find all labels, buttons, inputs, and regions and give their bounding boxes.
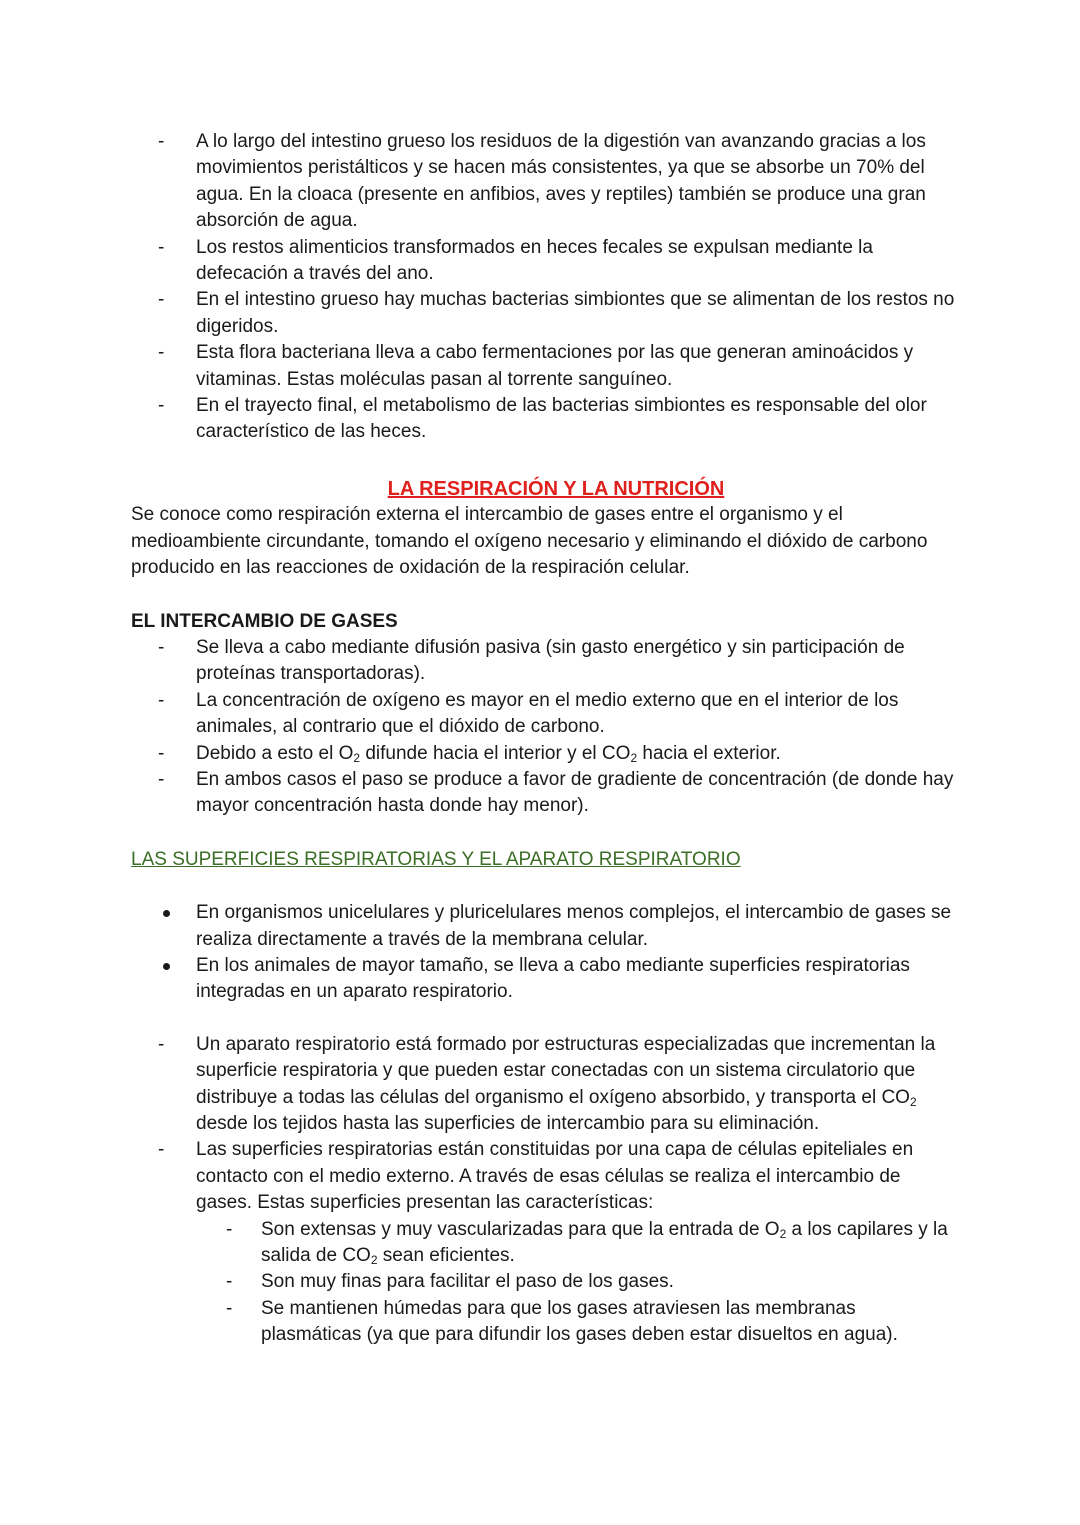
list-item: - Esta flora bacteriana lleva a cabo fermentaciones por las que generan aminoácidos y vitaminas. Estas moléculas pasan al torrente sanguíneo. xyxy=(131,340,961,393)
text-fragment: desde los tejidos hasta las superficies de intercambio para su eliminación. xyxy=(196,1113,820,1134)
list-item: - En ambos casos el paso se produce a favor de gradiente de concentración (de donde hay mayor concentración hasta donde hay menor). xyxy=(131,767,961,820)
list-item: - La concentración de oxígeno es mayor en el medio externo que en el interior de los animales, al contrario que el dióxido de carbono. xyxy=(131,688,961,741)
text-fragment: difunde hacia el interior y el CO xyxy=(360,742,631,764)
document-content xyxy=(131,129,961,1349)
list-item xyxy=(131,1032,961,1138)
list-item: - En el intestino grueso hay muchas bacterias simbiontes que se alimentan de los restos no digeridos. xyxy=(131,287,961,340)
spacer xyxy=(131,1006,961,1032)
text-fragment: Debido a esto el O xyxy=(196,742,354,764)
text-fragment: sean eficientes. xyxy=(377,1245,515,1267)
list-item: En organismos unicelulares y pluricelulares menos complejos, el intercambio de gases se realiza directamente a través de la membrana celular. xyxy=(131,900,961,953)
list-item: - A lo largo del intestino grueso los residuos de la digestión van avanzando gracias a los movimientos peristálticos y se hacen más consistentes, ya que se absorbe un 70% del agua. En la cloaca (presente en anfibios, aves y reptiles) también se produce una gran absorción de agua. xyxy=(131,129,961,235)
subscript: 2 xyxy=(909,1094,917,1109)
surfaces-dot-list xyxy=(131,900,961,1006)
list-item: - En el trayecto final, el metabolismo de las bacterias simbiontes es responsable del olor característico de las heces. xyxy=(131,393,961,446)
list-item xyxy=(196,1217,961,1270)
text-fragment: Un aparato respiratorio está formado por estructuras especializadas que incrementan la superficie respiratoria y que pueden estar conectadas con un sistema circulatorio que distribuye a todas las células del organismo el oxígeno absorbido, y transporta el CO xyxy=(196,1033,936,1108)
text-fragment: a los capilares y la salida de CO xyxy=(261,1218,948,1267)
surfaces-dash-list xyxy=(131,1032,961,1349)
respiratory-surfaces-heading: LAS SUPERFICIES RESPIRATORIAS Y EL APARATO RESPIRATORIO xyxy=(131,848,741,870)
gas-exchange-heading: EL INTERCAMBIO DE GASES xyxy=(131,610,398,632)
list-item: - Se mantienen húmedas para que los gases atraviesen las membranas plasmáticas (ya que para difundir los gases deben estar disueltos en agua). xyxy=(196,1296,961,1349)
list-item: - Los restos alimenticios transformados en heces fecales se expulsan mediante la defecación a través del ano. xyxy=(131,235,961,288)
intro-paragraph: Se conoce como respiración externa el intercambio de gases entre el organismo y el medioambiente circundante, tomando el oxígeno necesario y eliminando el dióxido de carbono producido en las reacciones de oxidación de la respiración celular. xyxy=(131,504,928,579)
list-item: - Son muy finas para facilitar el paso de los gases. xyxy=(196,1269,961,1295)
subscript: 2 xyxy=(630,750,638,765)
subscript: 2 xyxy=(353,750,361,765)
intro-bullet-list xyxy=(131,129,961,446)
subscript: 2 xyxy=(779,1226,787,1241)
subscript: 2 xyxy=(370,1253,378,1268)
list-item xyxy=(131,741,961,767)
text-fragment: hacia el exterior. xyxy=(637,742,781,764)
list-item: - Se lleva a cabo mediante difusión pasiva (sin gasto energético y sin participación de proteínas transportadoras). xyxy=(131,635,961,688)
characteristics-list xyxy=(196,1217,961,1349)
text-fragment: Las superficies respiratorias están constituidas por una capa de células epiteliales en contacto con el medio externo. A través de esas células se realiza el intercambio de gases. Estas superficies presentan las características: xyxy=(196,1139,914,1214)
list-item: En los animales de mayor tamaño, se lleva a cabo mediante superficies respiratorias integradas en un aparato respiratorio. xyxy=(131,953,961,1006)
list-item xyxy=(131,1137,961,1348)
gas-exchange-list xyxy=(131,635,961,820)
text-fragment: Son extensas y muy vascularizadas para que la entrada de O xyxy=(261,1218,780,1240)
section-title-respiration: LA RESPIRACIÓN Y LA NUTRICIÓN xyxy=(387,477,725,500)
